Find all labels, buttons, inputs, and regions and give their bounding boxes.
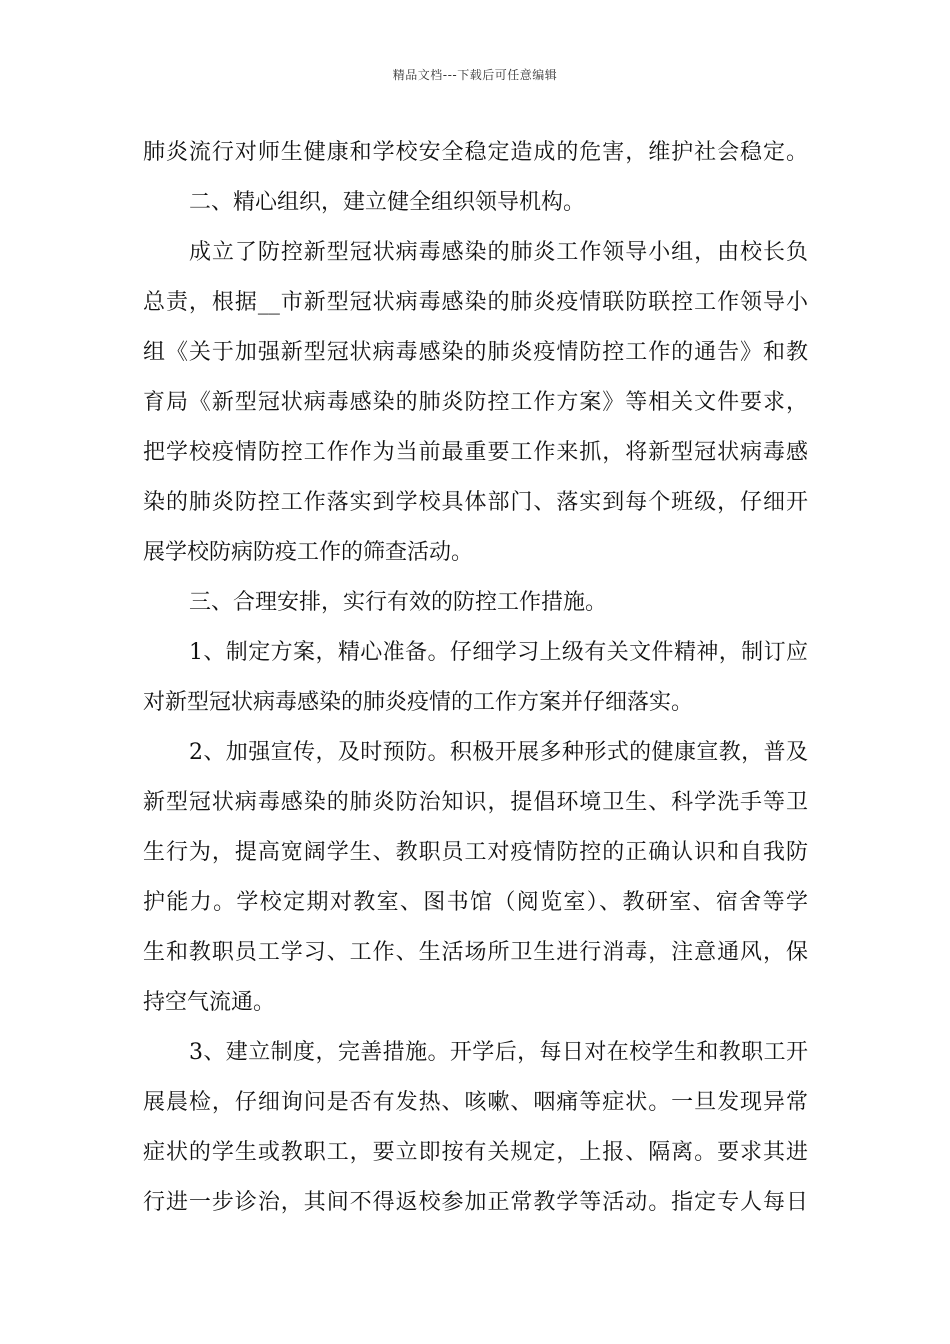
section-heading: 二、精心组织，建立健全组织领导机构。 (189, 190, 586, 215)
section-heading: 三、合理安排，实行有效的防控工作措施。 (189, 590, 608, 615)
paragraph-line: 生行为，提高宽阔学生、教职员工对疫情防控的正确认识和自我防 (143, 840, 808, 865)
paragraph-line: 护能力。学校定期对教室、图书馆（阅览室）、教研室、宿舍等学 (143, 890, 808, 915)
paragraph-line: 展学校防病防疫工作的筛查活动。 (143, 540, 474, 565)
paragraph-line: 对新型冠状病毒感染的肺炎疫情的工作方案并仔细落实。 (143, 690, 694, 715)
paragraph-line: 1、制定方案，精心准备。仔细学习上级有关文件精神，制订应 (189, 640, 808, 665)
page-header: 精品文档---下载后可任意编辑 (392, 68, 558, 82)
body-text (143, 128, 808, 1228)
paragraph-line: 组《关于加强新型冠状病毒感染的肺炎疫情防控工作的通告》和教 (143, 340, 808, 365)
paragraph-line: 展晨检，仔细询问是否有发热、咳嗽、咽痛等症状。一旦发现异常 (143, 1090, 808, 1115)
paragraph-line: 染的肺炎防控工作落实到学校具体部门、落实到每个班级，仔细开 (143, 490, 808, 515)
paragraph-line: 育局《新型冠状病毒感染的肺炎防控工作方案》等相关文件要求， (143, 390, 808, 415)
paragraph-line: 症状的学生或教职工，要立即按有关规定，上报、隔离。要求其进 (143, 1140, 808, 1165)
paragraph-line: 3、建立制度，完善措施。开学后，每日对在校学生和教职工开 (189, 1040, 808, 1065)
paragraph-line: 新型冠状病毒感染的肺炎防治知识，提倡环境卫生、科学洗手等卫 (143, 790, 808, 815)
paragraph-line: 2、加强宣传，及时预防。积极开展多种形式的健康宣教，普及 (189, 740, 808, 765)
paragraph-line: 把学校疫情防控工作作为当前最重要工作来抓，将新型冠状病毒感 (143, 440, 808, 465)
paragraph-line: 总责，根据__市新型冠状病毒感染的肺炎疫情联防联控工作领导小 (143, 290, 808, 315)
paragraph-line: 行进一步诊治，其间不得返校参加正常教学等活动。指定专人每日 (143, 1190, 808, 1215)
paragraph-line: 持空气流通。 (143, 990, 276, 1015)
paragraph-line: 生和教职员工学习、工作、生活场所卫生进行消毒，注意通风，保 (143, 940, 808, 965)
paragraph-line: 肺炎流行对师生健康和学校安全稳定造成的危害，维护社会稳定。 (143, 140, 808, 165)
paragraph-line: 成立了防控新型冠状病毒感染的肺炎工作领导小组，由校长负 (189, 240, 808, 265)
